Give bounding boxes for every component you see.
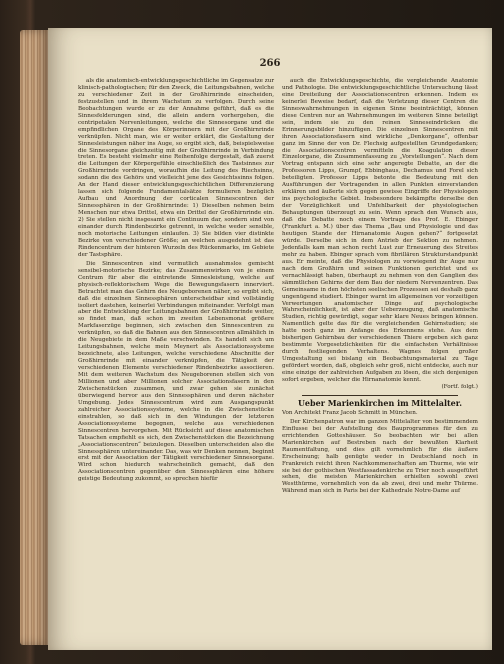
book-page [48,28,492,650]
section-divider [302,395,458,396]
left-paragraph-1: als die anatomisch-entwicklungsgeschichtliche im Gegensatze zur klinisch-pathologischen; für den Zweck, die Leitungsbahnen, welche zu verschiedener Zeit in der Großhirnrinde einscheiden, festzustellen und in ihrem Wachstum zu verfolgen. Durch seine Beobachtungen wurde er zu der Annahme geführt, daß es die Sinnesfelderungen sind, die allein andern vorhergehen, die centripetalen Nervenleitungen, welche die Sinnesorgane und die empfindlichen Organe des Körperinnern mit der Großhirnrinde verknüpfen. Nicht man, wie er weiter erklärt, die Gestaltung der Sinnesleistungen näher ins Auge, so ergibt sich, daß, beispielsweise die Sinnesorgane gleichzeitig mit der Großhirnrinde in Verbindung treten. Es besteht vielmehr eine Reihenfolge dergestalt, daß zuerst die Leitungen der Körpergefühle einschließlich des Tastsinnes zur Großhirnrinde vordringen, woraufhin die Leitung des Riechsinns, sodann die des Gehörs und vielleicht jene des Gesichtssinns folgen. An der Hand dieser entwicklungsgeschichtlichen Differenzierung lassen sich folgende Fundamentalsätze formulieren bezüglich Aufbau und Anordnung der corticalen Sinnescentren der Sinnessphären in der Großhirnrinde: 1) Dieselben nehmen beim Menschen nur etwa Drittel, etwa ein Drittel der Großhirnrinde ein. 2) Sie stellen nicht insgesamt ein Continuum dar, sondern sind von einander durch Rindenbezirke getrennt, in welche weder sensible, noch motorische Leitungen einlaufen. 3) Sie bilden vier distinkte Bezirke von verschiedener Größe; an welchen ausgedehnt ist das Rindencentrum der hinteren Wurzeln des Rückenmarks, im Gebiete der Tastsphäre. [78,78,274,258]
continued-note: (Fortf. folgt.) [441,383,478,390]
article-title: Ueber Marienkirchen im Mittelalter. [297,397,463,408]
article-paragraph-1: Der Kirchenpatron war im ganzen Mittelalter von bestimmendem Einflusse bei der Aufstellung des Bauprogrammes für den zu errichtenden Gotteshäuser. So beobachten wir bei allen Marienkirchen auf Bestreben nach der bewußten Klarheit Raumentfaltung, und dies gilt vornehmlich für die äußere Erscheinung; halb genügte weder in Deutschland noch in Frankreich reicht ihren Nachkommenschaften am Thurme, wie wir sie bei der gothischen Westfassadenkirche zu Trier noch ausgeführt sehen, die meisten Marienkirchen erhielten sowohl zwei Westthürme, vornehmlich von da ab zwei, drei und mehr Thürme. Während man sich in Paris bei der Kathedrale Notre-Dame auf [282,418,478,495]
page-number: 266 [259,58,281,69]
left-column [78,78,274,483]
left-paragraph-2: Die Sinnescentren sind vermutlich ausnahmslos gemischt sensibel-motorische Bezirke; das Zusammenwirken von je einem Centrum für aber die eintretende Sinnesleistung, welche auf physisch-reflektorischem Wege die Bewegungsfasern innerviert. Betrachtet man das Gehirn des Neugeborenen näher, so ergibt sich, daß die einzelnen Sinnessphären unterscheidbar sind vollständig isoliert dastehen, keinerlei Verbindungen miteinander. Verfolgt man aber die Entwicklung der Leitungsbahnen der Großhirnrinde weiter, so findet man, daß schon im zweiten Lebensmonat größere Markfaserzüge beginnen, sich zwischen den Sinnescentren zu verknüpfen, so daß die Bahnen aus den Sinnescentren allmählich in die Neugebiete in dem Maße verschwinden. Es handelt sich um Leitungsbahnen, welche mein Meynert als Associationssysteme bezeichnete, also Leitungen, welche verschiedene Abschnitte der Großhirnrinde mit einander verknüpfen, die Tätigkeit der verschiedenen Elemente verschiedener Rindenbezirke associieren. Mit dem weiteren Wachstum des Neugeborenen stellen sich von Millionen und aber Millionen solcher Associationsfasern in den Zwischenstücken zusammen, und zwar gehen sie zunächst überwiegend hervor aus den Sinnessphären und deren nächster Umgebung. Jedes Sinnescentrum wird zum Ausgangspunkt zahlreicher Associationssysteme, welche in die Zwischenstücke einstrahlen, so daß sich in den Windungen der letzteren Associationssysteme begegnen, welche aus verschiedenen Sinnescentren hervorgehen. Mit Rücksicht auf diese anatomischen Tatsachen empfiehlt es sich, den Zwischenstücken die Bezeichnung „Associationscentren“ beizulegen. Dieselben unterscheiden also die Sinnessphären untereinander. Das, was wir Denken nennen, beginnt erst mit der Association der Tätigkeit verschiedener Sinnesorgane. Wird schon hiedurch wahrscheinlich gemacht, daß den Associationscentren gegenüber den Sinnessphären eine höhere geistige Bedeutung zukommt, so sprechen hiefür [78,260,274,483]
article-byline: Von Architekt Franz Jacob Schmitt in München. [282,409,418,416]
book-page-edges [20,30,50,645]
right-column [282,78,478,495]
right-paragraph-1: auch die Entwicklungsgeschichte, die vergleichende Anatomie und Pathologie. Die entwicklungsgeschichtliche Untersuchung lässt eine Dreiteilung der Associationscentren erkennen. Indem es keinerlei Beweise bedarf, daß die Verletzung dieser Centren die Sinneswahrnehmungen in eigenen Sinne beeinträchtigt, können diese Centren nur an Wahrnehmungen im weiteren Sinne beteiligt sein, indem sie zu den reinen Sinneseindrücken die Erinnerungsbilder hinzufügen. Die einzelnen Sinnescentren mit ihren Associationsfasern sind wirkliche „Denkorgane“, offenbar ganz im Sinne der von Dr. Flechsig aufgestellten Grundgedanken; die Associationscentren vermitteln die Koagulation dieser Einzelorgane, die Zusammenfassung zu „Vorstellungen“. Nach dem Vortrag entspann sich eine sehr angeregte Debatte, an der die Professoren Lipps, Grumpf, Ebbinghaus, Dechamus und Forel sich beteiligten. Professor Lipps betonte die Bedeutung mit den Ausführungen der Vortragenden in allen Punkten einverstanden erklären und äußerte sich gegen gewisse Eingriffe der Physiologen ins psychologische Gebiet. Insbesondere bekämpfte derselbe den der Vorzüglichkeit und Unfehlbarkeit der physiologischen Behauptungen überzeugt zu sein. Wenn sprach den Wunsch aus, daß die Debatte noch einem Vortrage des Prof. E. Ebinger (Frankfurt a. M.) über das Thema „Bau und Physiologie und das heutigen Stande der Hirnanatomie Augen gehen?“ fortgesetzt würde. Derselbe sich in dem Antrieb der Sektion zu nehmen. Jedenfalls kam man schon recht Lust zur Erneuerung des Streites mehr zu haben. Ebinger sprach vom fibrillären Strukturstandpunkt aus. Er meinte, daß die Physiologen zu vorwiegend ihr Auge nur nach dem Großhirn und seinen Funktionen gerichtet und es vernachlässigt haben, überhaupt zu nehmen von den Ganglien des sämmtlichen Gehirns der dem Bau der niedern Nervenzentren. Das Gemeinsame in den höchsten seelischen Prozessen sei deshalb ganz ungenügend studiert. Ebinger warnt im allgemeinen vor vorzeitigen Verwertungen anatomischer Dinge auf psychologische Wahrscheinlichkeit, ist aber der Ueberzeugung, daß anatomische Studien, richtig gewürdigt, sogar sehr klare Neues bringen können. Namentlich gelte das für die vergleichenden Gehirnstudien; sie hatte noch ganz im Anfange des Erkennens stehe. Aus dem bisherigen Gehirnbau der verschiedenen Thiere ergeben sich ganz bestimmte Vorgesetzlichkeiten für die einfachsten Verhältnisse durch festliegenden Verhaltens. Wagnes folgen großer Umgestaltung sei bislang ein Beobachtungsmaterial zu Tage gefördert worden, daß, obgleich sehr groß, nicht entdecke, auch nur eine einzige der zahlreichen Aufgaben zu lösen, die sich denjenigen sofort ergeben, welcher die Hirnanatomie kennt. [282,78,478,383]
